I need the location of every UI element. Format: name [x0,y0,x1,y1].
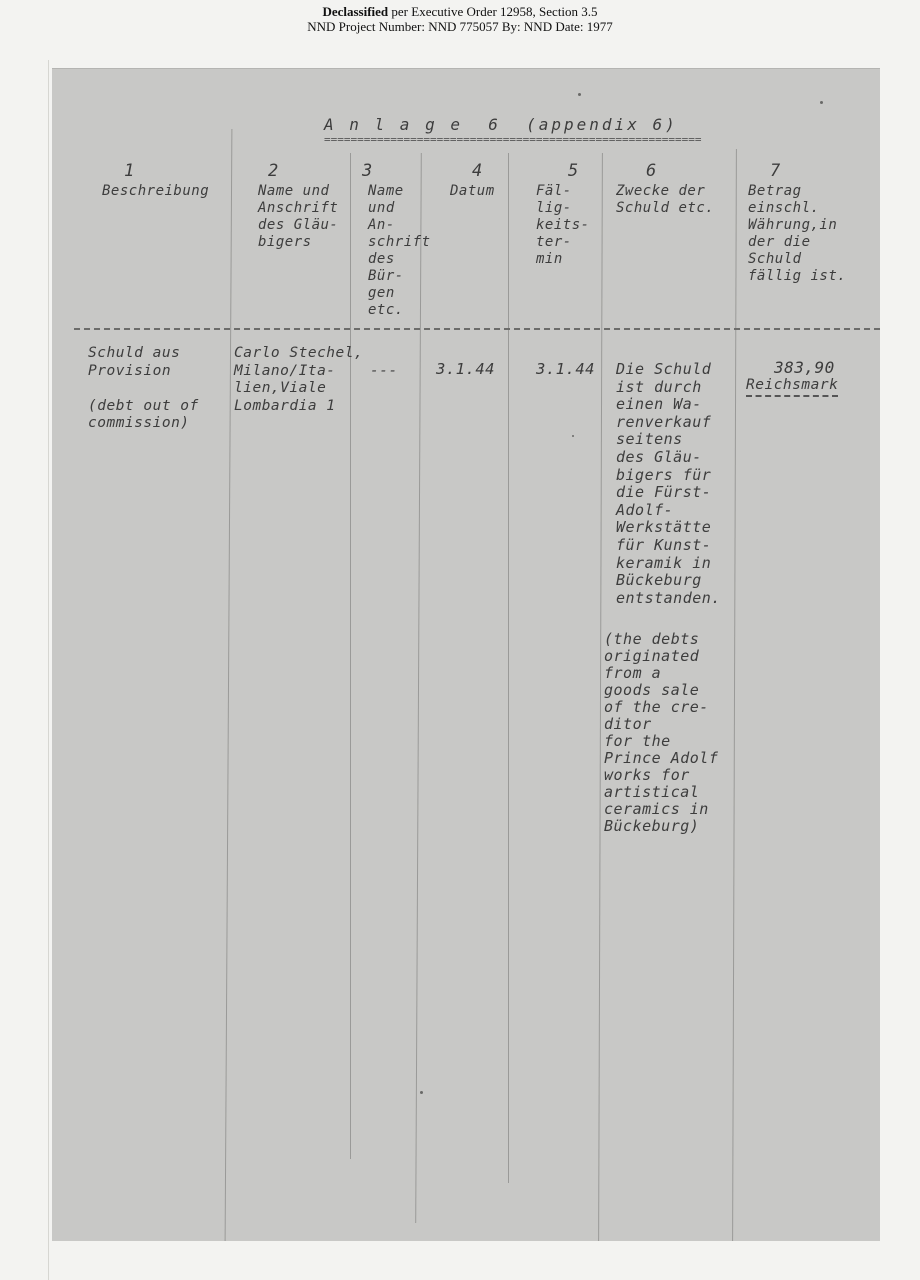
column-separator-1 [225,129,233,1241]
cell-creditor: Carlo Stechel, Milano/Ita- lien,Viale Lombardia 1 [234,345,364,414]
cell-currency [746,377,838,397]
column-number-5: 5 [568,161,579,181]
header-amount: Betrag einschl. Währung,in der die Schuld fällig ist. [748,183,847,284]
currency-underlined: Reichsmark [746,377,838,397]
header-separator [74,328,880,330]
column-separator-5 [598,153,603,1241]
header-creditor: Name und Anschrift des Gläu- bigers [258,183,339,250]
column-number-1: 1 [124,161,135,181]
header-guarantor: Name und An- schrift des Bür- gen etc. [368,183,431,318]
stamp-line-2: NND Project Number: NND 775057 By: NND Date: 1977 [307,19,613,34]
cell-description: Schuld aus Provision (debt out of commission) [88,345,199,432]
cell-purpose-german: Die Schuld ist durch einen Wa- renverkauf seitens des Gläu- bigers für die Fürst- Adolf- Werkstätte für Kunst- keramik in Bückeburg entstanden. [616,360,721,607]
cell-guarantor: --- [370,363,398,379]
cell-date: 3.1.44 [436,360,495,378]
column-separator-4 [508,153,509,1183]
document-sheet [52,68,880,1241]
header-purpose: Zwecke der Schuld etc. [616,183,715,216]
column-separator-2 [350,153,351,1159]
cell-amount: 383,90 [774,358,835,377]
column-number-6: 6 [646,161,657,181]
paper-speck [572,435,574,437]
stamp-line-1 [0,4,920,19]
cell-purpose-english: (the debts originated from a goods sale of the cre- ditor for the Prince Adolf works for artistical ceramics in Bückeburg) [604,630,719,835]
margin-rule [48,60,49,1280]
stamp-order: per Executive Order 12958, Section 3.5 [388,4,598,19]
column-number-4: 4 [472,161,483,181]
header-description: Beschreibung [102,183,210,199]
header-date: Datum [450,183,495,199]
column-number-2: 2 [268,161,279,181]
column-number-7: 7 [770,161,781,181]
paper-speck [578,93,581,96]
paper-speck [420,1091,423,1094]
cell-due-date: 3.1.44 [536,360,595,378]
declassification-stamp [0,4,920,34]
header-due-date: Fäl- lig- keits- ter- min [536,183,590,267]
paper-speck [820,101,823,104]
column-number-3: 3 [362,161,373,181]
title-underline: ========================================================= [324,133,702,146]
stamp-declassified: Declassified [322,4,389,19]
document-title: A n l a g e 6 (appendix 6) [324,115,678,134]
column-separator-6 [732,149,737,1241]
